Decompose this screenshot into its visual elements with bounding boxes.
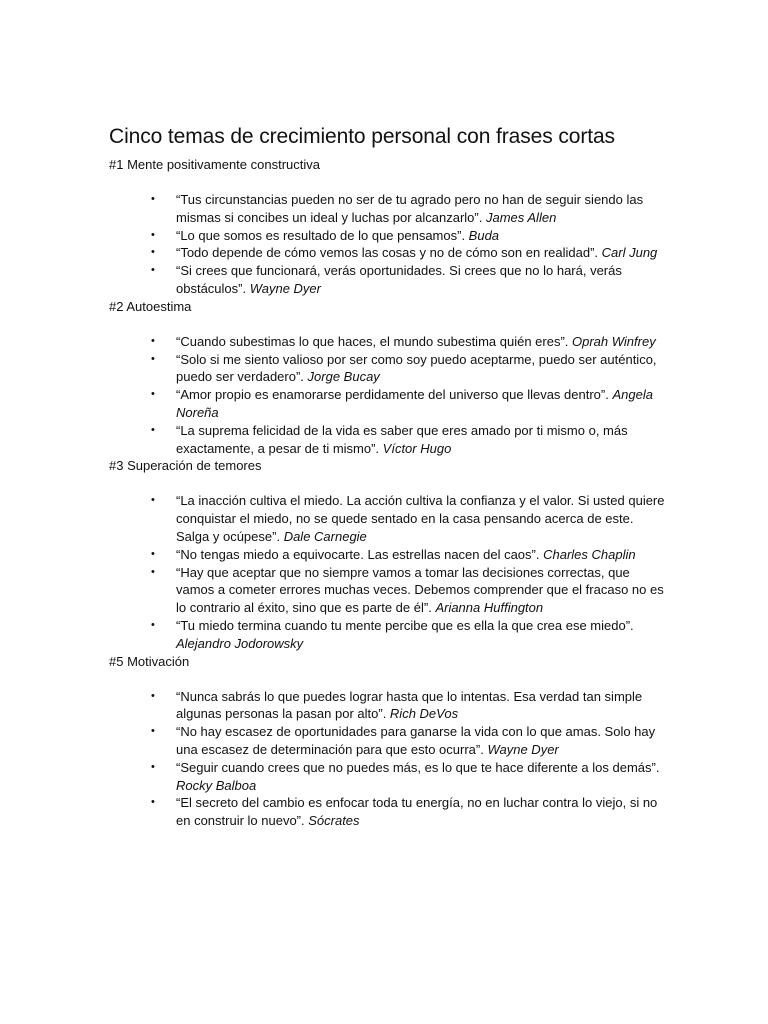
quote-item (109, 386, 666, 422)
bullet-icon: • (151, 494, 155, 507)
quote-author: James Allen (485, 209, 557, 225)
sections-container (109, 156, 669, 830)
quote-text: “Si crees que funcionará, verás oportunidades. Si crees que no lo hará, verás obstáculos”. (176, 263, 622, 296)
quote-text: “Hay que aceptar que no siempre vamos a tomar las decisiones correctas, que vamos a cometer errores muchas veces. Debemos comprender que el fracaso no es lo contrario al éxito, sino que es parte de él”. (176, 564, 664, 616)
quote-item (109, 617, 666, 653)
quote-text: “El secreto del cambio es enfocar toda tu energía, no en luchar contra lo viejo, si no en construir lo nuevo”. (176, 795, 658, 829)
quote-text: “Cuando subestimas lo que haces, el mundo subestima quién eres”. (176, 333, 572, 349)
bullet-icon: • (151, 352, 155, 365)
quote-text: “Todo depende de cómo vemos las cosas y no de cómo son en realidad”. (176, 245, 602, 261)
quote-item (109, 262, 666, 298)
bullet-icon: • (151, 228, 155, 241)
quote-author: Arianna Huffington (435, 600, 544, 616)
quote-author: Wayne Dyer (487, 741, 559, 757)
quote-list (109, 191, 669, 298)
document-title: Cinco temas de crecimiento personal con frases cortas (109, 125, 615, 148)
bullet-icon: • (151, 547, 155, 560)
bullet-icon: • (151, 689, 155, 702)
quote-author: Dale Carnegie (283, 528, 367, 544)
quote-item (109, 333, 666, 351)
quote-text: “Seguir cuando crees que no puedes más, es lo que te hace diferente a los demás”. (176, 759, 660, 775)
quote-text: “La suprema felicidad de la vida es saber que eres amado por ti mismo o, más exactamente, a pesar de ti mismo”. (176, 422, 628, 456)
bullet-icon: • (151, 565, 155, 578)
quote-item (109, 564, 666, 617)
quote-author: Angela Noreña (176, 387, 653, 420)
bullet-icon: • (151, 334, 155, 347)
quote-text: “Solo si me siento valioso por ser como soy puedo aceptarme, puedo ser auténtico, puedo ser verdadero”. (176, 351, 657, 385)
bullet-icon: • (151, 760, 155, 773)
bullet-icon: • (151, 423, 155, 436)
bullet-icon: • (151, 264, 155, 277)
quote-author: Alejandro Jodorowsky (176, 635, 304, 651)
bullet-icon: • (151, 725, 155, 738)
quote-text: “No hay escasez de oportunidades para ganarse la vida con lo que amas. Solo hay una escasez de determinación para que esto ocurra”. (176, 724, 656, 757)
quote-item (109, 422, 666, 458)
bullet-icon: • (151, 796, 155, 809)
quote-list (109, 688, 669, 830)
quote-author: Buda (468, 227, 500, 243)
quote-text: “Tus circunstancias pueden no ser de tu agrado pero no han de seguir siendo las mismas si concibes un ideal y luchas por alcanzarlo”. (176, 192, 644, 225)
bullet-icon: • (151, 246, 155, 259)
document-page (109, 122, 669, 830)
section-heading: #3 Superación de temores (109, 458, 262, 474)
quote-author: Carl Jung (601, 245, 658, 261)
bullet-icon: • (151, 193, 155, 205)
quote-item (109, 244, 666, 262)
quote-item (109, 723, 666, 759)
quote-item (109, 492, 666, 545)
quote-text: “Lo que somos es resultado de lo que pensamos”. (176, 227, 469, 243)
quote-author: Wayne Dyer (249, 280, 321, 296)
quote-list (109, 333, 669, 458)
section-heading: #1 Mente positivamente constructiva (109, 157, 320, 172)
quote-text: “La inacción cultiva el miedo. La acción cultiva la confianza y el valor. Si usted quiere conquistar el miedo, no se quede sentado en la casa pensando acerca de este. Salga y ocúpese”. (176, 493, 665, 544)
section-heading: #5 Motivación (109, 653, 190, 669)
quote-text: “Tu miedo termina cuando tu mente percibe que es ella la que crea ese miedo”. (176, 617, 634, 633)
section-heading: #2 Autoestima (109, 298, 192, 314)
quote-author: Jorge Bucay (307, 369, 380, 385)
bullet-icon: • (151, 388, 155, 401)
quote-text: “Amor propio es enamorarse perdidamente del universo que llevas dentro”. (176, 387, 613, 403)
quote-author: Sócrates (308, 813, 360, 829)
quote-text: “Nunca sabrás lo que puedes lograr hasta que lo intentas. Esa verdad tan simple algunas personas la pasan por alto”. (176, 688, 643, 722)
quote-text: “No tengas miedo a equivocarte. Las estrellas nacen del caos”. (176, 546, 544, 562)
bullet-icon: • (151, 618, 155, 631)
quote-author: Rocky Balboa (176, 777, 257, 793)
quote-author: Charles Chaplin (543, 546, 636, 562)
quote-author: Oprah Winfrey (572, 333, 656, 349)
quote-item (109, 191, 666, 227)
quote-list (109, 492, 669, 652)
quote-item (109, 227, 666, 245)
quote-item (109, 759, 666, 795)
quote-item (109, 794, 666, 830)
quote-author: Rich DeVos (389, 706, 459, 722)
quote-item (109, 546, 666, 564)
quote-author: Víctor Hugo (382, 440, 452, 456)
quote-item (109, 688, 666, 724)
quote-item (109, 351, 666, 387)
